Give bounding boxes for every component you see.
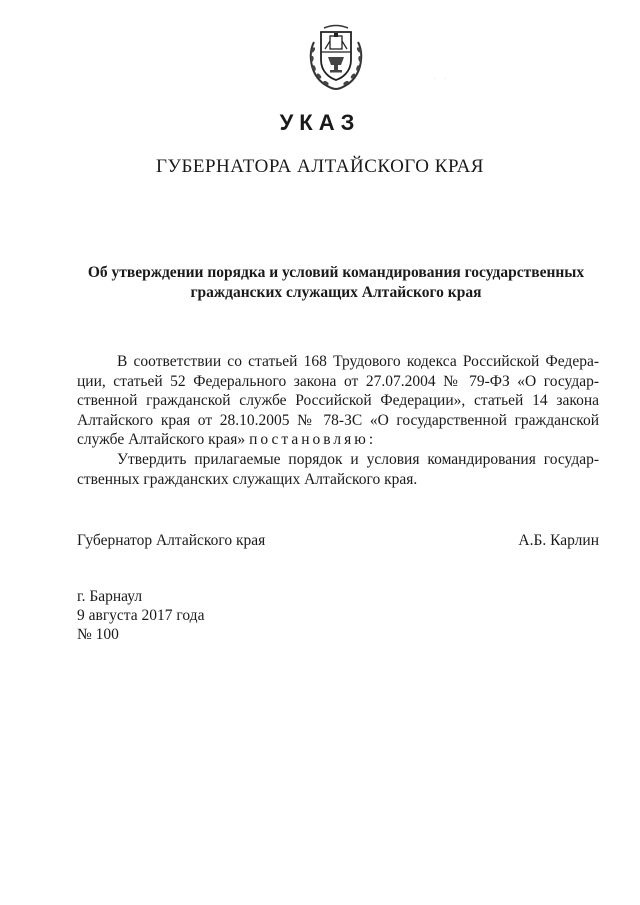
- subject-line: гражданских служащих Алтайского края: [190, 284, 482, 301]
- body-line: ственной гражданской службе Российской Федерации», статьей 14 закона: [77, 392, 599, 410]
- signatory-position: Губернатор Алтайского края: [77, 532, 266, 549]
- subject-line: Об утверждении порядка и условий командирования государственных: [87, 264, 585, 281]
- document-body: [77, 352, 599, 489]
- coat-of-arms-icon: [304, 22, 368, 94]
- document-number: № 100: [77, 626, 119, 643]
- body-line: ственных гражданских служащих Алтайского края.: [77, 470, 418, 488]
- body-line: ции, статьей 52 Федерального закона от 27.07.2004 № 79-ФЗ «О государ-: [77, 372, 599, 390]
- issue-city: г. Барнаул: [77, 588, 143, 605]
- document-subject: [76, 263, 596, 303]
- resolution-keyword: постановляю:: [249, 431, 377, 449]
- issue-date: 9 августа 2017 года: [77, 607, 205, 624]
- body-text: службе Алтайского края»: [77, 431, 246, 449]
- scan-speck: ·: [444, 76, 446, 82]
- document-issuer: ГУБЕРНАТОРА АЛТАЙСКОГО КРАЯ: [156, 156, 484, 177]
- signatory-name: А.Б. Карлин: [518, 532, 599, 549]
- scan-speck: ·: [434, 76, 436, 82]
- body-line: [77, 430, 599, 450]
- document-footer: [77, 587, 204, 644]
- body-line: Утвердить прилагаемые порядок и условия командирования государ-: [117, 450, 599, 468]
- body-paragraph: [77, 450, 599, 470]
- body-paragraph: [77, 352, 599, 372]
- body-line: Алтайского края от 28.10.2005 № 78-ЗС «О государственной гражданской: [77, 411, 599, 429]
- document-type: УКАЗ: [279, 110, 361, 135]
- body-line: В соответствии со статьей 168 Трудового кодекса Российской Федера-: [117, 353, 599, 370]
